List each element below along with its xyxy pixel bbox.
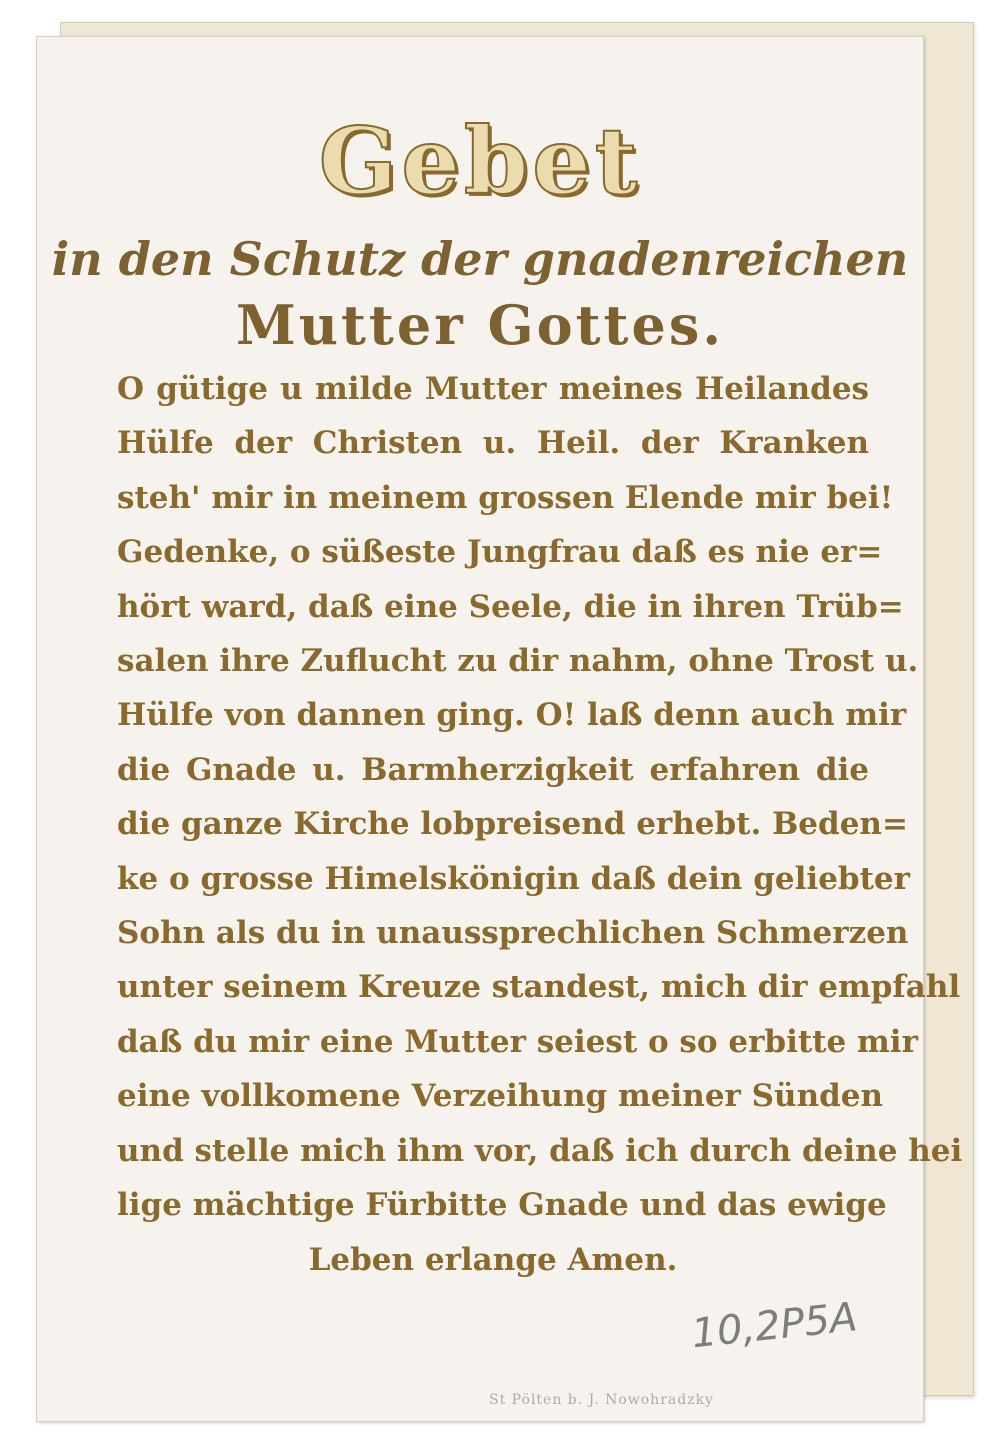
prayer-line: die Gnade u. Barmherzigkeit erfahren die (117, 751, 869, 788)
prayer-text (117, 362, 963, 1287)
prayer-line: und stelle mich ihm vor, daß ich durch deine hei (117, 1132, 963, 1169)
prayer-line: Sohn als du in unaussprechlichen Schmerzen (117, 915, 909, 952)
card-subtitle: in den Schutz der gnadenreichen (51, 232, 909, 286)
prayer-line: Gedenke, o süßeste Jungfrau daß es nie er= (117, 534, 883, 571)
card-subtitle-name: Mutter Gottes. (235, 293, 725, 357)
printer-imprint: St Pölten b. J. Nowohradzky (489, 1392, 714, 1408)
prayer-line: Leben erlange Amen. (308, 1241, 678, 1278)
prayer-line: eine vollkomene Verzeihung meiner Sünden (117, 1078, 884, 1115)
prayer-line: Hülfe von dannen ging. O! laß denn auch mir (117, 697, 907, 734)
handwritten-inventory-number: 10,2P5A (689, 1294, 860, 1358)
prayer-line: lige mächtige Fürbitte Gnade und das ewige (117, 1187, 887, 1224)
prayer-card (36, 36, 963, 1422)
prayer-line: unter seinem Kreuze standest, mich dir empfahl (117, 969, 961, 1006)
prayer-line: ke o grosse Himelskönigin daß dein geliebter (117, 860, 910, 897)
prayer-line: O gütige u milde Mutter meines Heilandes (117, 371, 869, 407)
prayer-line: salen ihre Zuflucht zu dir nahm, ohne Trost u. (117, 643, 919, 680)
prayer-line: Hülfe der Christen u. Heil. der Kranken (117, 425, 869, 462)
card-title: Gebet (318, 107, 642, 215)
prayer-line: daß du mir eine Mutter seiest o so erbitte mir (117, 1023, 918, 1060)
prayer-line: die ganze Kirche lobpreisend erhebt. Beden= (117, 806, 908, 843)
prayer-line: hört ward, daß eine Seele, die in ihren Trüb= (117, 588, 904, 625)
prayer-line: steh' mir in meinem grossen Elende mir bei! (117, 479, 894, 516)
